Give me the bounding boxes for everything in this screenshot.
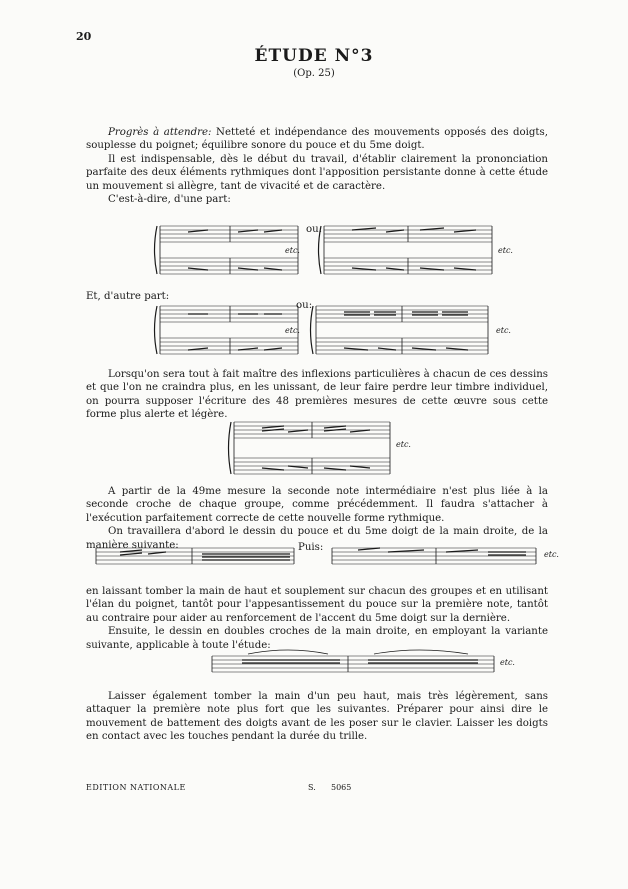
label-etc-1: etc. bbox=[285, 246, 300, 255]
paragraph-laisser: Laisser également tomber la main d'un peu haut, mais très légèrement, sans attaquer la première note plus fort que les suivantes. Préparer pour ainsi dire le mouvement de battement des doigts avant de les poser sur le clavier. Laisser les doigts en contact avec les touches pendant la durée du trille. bbox=[86, 691, 548, 743]
staff-lines bbox=[155, 226, 299, 274]
text-block-laisser bbox=[86, 690, 548, 744]
paragraph-dune-part: C'est-à-dire, d'une part: bbox=[108, 194, 231, 206]
label-etc-4: etc. bbox=[496, 326, 511, 335]
text-block-intro bbox=[86, 126, 548, 206]
text-block-en-laissant bbox=[86, 585, 548, 652]
label-etc-3: etc. bbox=[285, 326, 300, 335]
paragraph-on-travaillera: On travaillera d'abord le dessin du pouce et du 5me doigt de la main droite, de la manière suivante: bbox=[86, 526, 548, 551]
music-example-1b bbox=[316, 222, 496, 278]
page-number: 20 bbox=[76, 30, 92, 43]
paragraph-lorsquon: Lorsqu'on sera tout à fait maître des inflexions particulières à chacun de ces dessins et que l'on ne craindra plus, en les unissant, de leur faire perdre leur timbre individuel, on pourra supposer l'écriture des 48 premières mesures de cette œuvre sous cette forme plus alerte et légère. bbox=[86, 369, 548, 421]
label-etc-6: etc. bbox=[544, 550, 559, 559]
publisher-name: EDITION NATIONALE bbox=[86, 783, 186, 792]
music-example-5 bbox=[208, 650, 498, 682]
label-ou-2: ou: bbox=[296, 300, 313, 311]
label-puis: Puis: bbox=[298, 542, 324, 553]
paragraph-en-laissant: en laissant tomber la main de haut et souplement sur chacun des groupes et en utilisant l'élan du poignet, tantôt pour l'appesantissement du pouce sur la première note, tantôt au contraire pour aider au renforcement de l'accent du 5me doigt sur la dernière. bbox=[86, 586, 548, 624]
label-etc-5: etc. bbox=[396, 440, 411, 449]
opus-number: (Op. 25) bbox=[293, 68, 335, 79]
music-example-2b bbox=[308, 302, 492, 358]
paragraph-autre-part: Et, d'autre part: bbox=[86, 291, 170, 302]
label-etc-7: etc. bbox=[500, 658, 515, 667]
paragraph-ensuite: Ensuite, le dessin en doubles croches de la main droite, en employant la variante suivante, applicable à toute l'étude: bbox=[86, 626, 548, 651]
paragraph-progres bbox=[86, 126, 548, 153]
page-title: ÉTUDE N°3 bbox=[254, 46, 374, 66]
progres-lead: Progrès à attendre: bbox=[108, 127, 212, 138]
music-example-4b bbox=[328, 540, 540, 576]
paragraph-indispensable: Il est indispensable, dès le début du travail, d'établir clairement la prononciation parfaite des deux éléments rythmiques dont l'apposition persistante donne à cette étude un mouvement si allègre, tant de vivacité et de caractère. bbox=[86, 153, 548, 192]
music-example-3 bbox=[226, 418, 394, 480]
music-example-1a bbox=[152, 222, 302, 278]
music-example-2a bbox=[152, 302, 302, 358]
plate-number: S. 5065 bbox=[308, 783, 352, 792]
label-ou-1: ou: bbox=[306, 224, 323, 235]
music-example-4a bbox=[92, 540, 298, 576]
text-block-lorsquon bbox=[86, 368, 548, 422]
label-etc-2: etc. bbox=[498, 246, 513, 255]
paragraph-a-partir: A partir de la 49me mesure la seconde note intermédiaire n'est plus liée à la seconde croche de chaque groupe, comme précédemment. Il faudra s'attacher à l'exécution parfaitement correcte de cette nouvelle forme rythmique. bbox=[86, 486, 548, 524]
progres-text: Netteté et indépendance des mouvements opposés des doigts, souplesse du poignet; équilibre sonore du pouce et du 5me doigt. bbox=[86, 127, 548, 152]
